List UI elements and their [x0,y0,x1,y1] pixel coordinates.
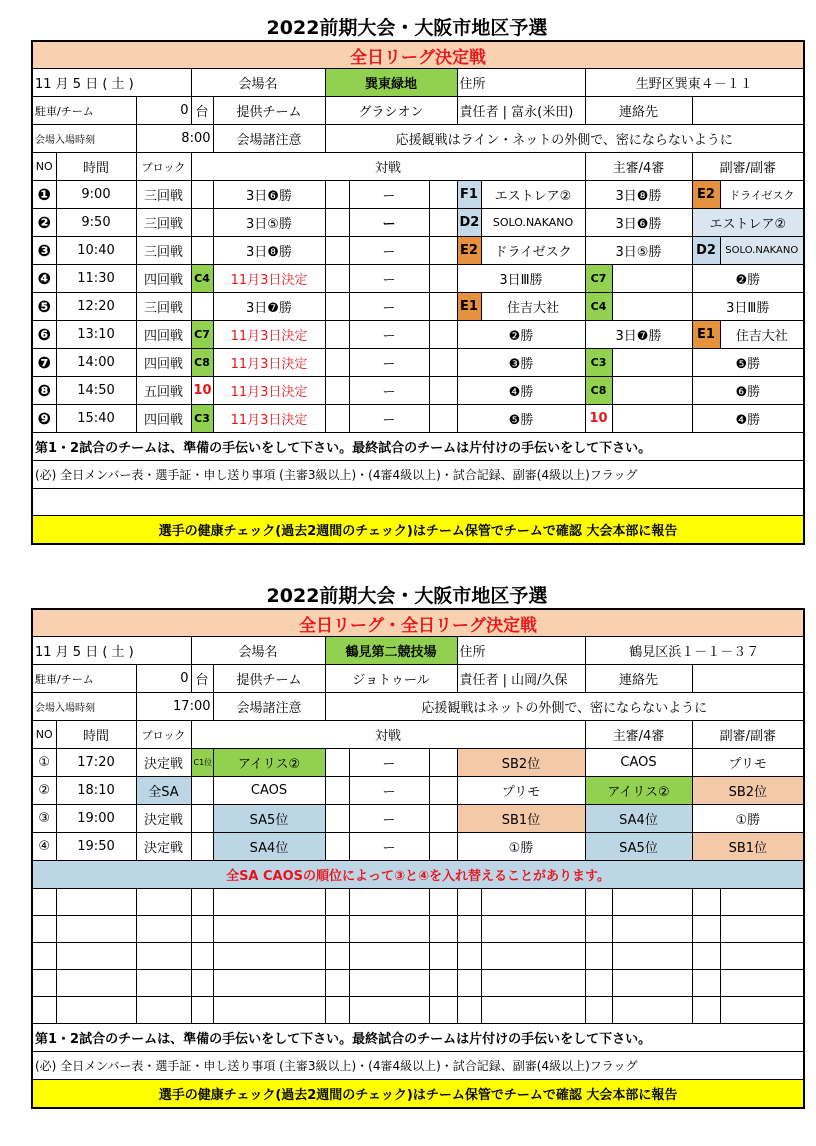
match-block: 三回戦 [136,209,191,237]
match-no: ❶ [32,181,56,209]
table-row [32,405,804,433]
team1: 3日⑤勝 [213,209,325,237]
top-address-label: 住所 [457,69,585,97]
spacer [429,265,457,293]
table-row [32,181,804,209]
team2: プリモ [457,777,585,805]
top-venue-label: 会場名 [191,69,325,97]
bottom-header-time: 時間 [56,721,136,749]
sub-referee: ドライゼスク [720,181,804,209]
match-no: ❹ [32,265,56,293]
bottom-header-sub: 副審/副審 [692,721,804,749]
referee: 3日⑤勝 [585,237,692,265]
spacer [429,749,457,777]
match-time: 14:00 [56,349,136,377]
team1-tag [191,833,213,861]
team2-tag: F1 [457,181,481,209]
referee [612,377,692,405]
match-block: 三回戦 [136,293,191,321]
team2: ❷勝 [457,321,585,349]
empty-row [32,970,804,997]
empty-row [32,889,804,916]
bottom-title: 2022前期大会・大阪市地区予選 [266,585,548,607]
sub-tag: D2 [692,237,720,265]
top-entry-time: 8:00 [136,125,213,153]
empty-row [32,997,804,1024]
team1: 3日❼勝 [213,293,325,321]
ref-tag: C7 [585,265,612,293]
team1-tag [191,777,213,805]
bottom-header-match: 対戦 [191,721,585,749]
team1: 11月3日決定 [213,405,325,433]
referee: SA4位 [585,805,692,833]
spacer [325,181,349,209]
referee: 3日❽勝 [585,181,692,209]
team1-tag [191,293,213,321]
ref-tag: C8 [585,377,612,405]
spacer [325,209,349,237]
vs: ー [349,265,429,293]
referee: アイリス② [585,777,692,805]
empty-row [32,943,804,970]
sub-tag: E2 [692,181,720,209]
team1-tag: C3 [191,405,213,433]
top-venue: 巽東緑地 [325,69,457,97]
spacer [325,349,349,377]
referee: 3日❼勝 [585,321,692,349]
spacer [325,321,349,349]
vs: ー [349,405,429,433]
spacer [429,833,457,861]
match-time: 9:00 [56,181,136,209]
bottom-header-no: NO [32,721,56,749]
bottom-provider: ジョトゥール [325,665,457,693]
spacer [429,805,457,833]
team2: ①勝 [457,833,585,861]
top-parking-count: 0 [136,97,191,125]
referee: 3日❻勝 [585,209,692,237]
team2: ❺勝 [457,405,585,433]
sub-referee: ①勝 [692,805,804,833]
ref-tag: C3 [585,349,612,377]
top-banner: 全日リーグ決定戦 [32,41,804,69]
match-time: 17:20 [56,749,136,777]
bottom-note-prep: 第1・2試合のチームは、準備の手伝いをして下さい。最終試合のチームは片付けの手伝いをして下さい。 [32,1024,804,1052]
top-provider: グラシオン [325,97,457,125]
bottom-notice: 応援観戦はネットの外側で、密にならないように [325,693,804,721]
referee [612,349,692,377]
team1: 3日❽勝 [213,237,325,265]
top-address: 生野区巽東４－１１ [585,69,804,97]
bottom-venue-label: 会場名 [191,637,325,665]
match-block: 四回戦 [136,265,191,293]
top-schedule-table [31,40,805,545]
table-row [32,805,804,833]
sub-referee: ❷勝 [692,265,804,293]
match-no: ❻ [32,321,56,349]
bottom-entry-label: 会場入場時刻 [32,693,136,721]
team1-tag [191,237,213,265]
bottom-venue: 鶴見第二競技場 [325,637,457,665]
match-block: 四回戦 [136,349,191,377]
match-no: ❾ [32,405,56,433]
sub-referee: エストレア② [692,209,804,237]
vs: ー [349,237,429,265]
match-no: ❷ [32,209,56,237]
table-row [32,349,804,377]
team1-tag [191,805,213,833]
match-no: ❸ [32,237,56,265]
bottom-address-label: 住所 [457,637,585,665]
top-contact-value [692,97,804,125]
top-footer: 選手の健康チェック(過去2週間のチェック)はチーム保管でチームで確認 大会本部に報告 [32,516,804,545]
bottom-provider-label: 提供チーム [213,665,325,693]
match-block: 決定戦 [136,805,191,833]
bottom-entry-time: 17:00 [136,693,213,721]
sub-referee: SB1位 [692,833,804,861]
spacer [429,181,457,209]
team2: 3日Ⅲ勝 [457,265,585,293]
referee [612,265,692,293]
top-entry-label: 会場入場時刻 [32,125,136,153]
match-block: 四回戦 [136,321,191,349]
team1-tag: C4 [191,265,213,293]
match-block: 四回戦 [136,405,191,433]
match-block: 決定戦 [136,749,191,777]
bottom-banner: 全日リーグ・全日リーグ決定戦 [32,609,804,637]
bottom-header-block: ブロック [136,721,191,749]
sub-referee: ❹勝 [692,405,804,433]
table-row [32,209,804,237]
team1-tag [191,181,213,209]
top-manager-pair: 責任者 | 富永(米田) [457,97,585,125]
spacer [429,377,457,405]
vs: ー [349,749,429,777]
team2-tag: E1 [457,293,481,321]
sub-referee: SOLO.NAKANO [720,237,804,265]
team1-tag: C8 [191,349,213,377]
team2-tag: E2 [457,237,481,265]
bottom-notice-label: 会場諸注意 [213,693,325,721]
match-time: 18:10 [56,777,136,805]
top-header-block: ブロック [136,153,191,181]
top-header-time: 時間 [56,153,136,181]
spacer [429,237,457,265]
ref-tag: C4 [585,293,612,321]
match-time: 15:40 [56,405,136,433]
sub-referee: SB2位 [692,777,804,805]
match-no: ① [32,749,56,777]
team1: アイリス② [213,749,325,777]
team1: 11月3日決定 [213,377,325,405]
top-note-required: (必) 全日メンバー表・選手証・申し送り事項 (主審3級以上)・(4審4級以上)・試合記録、副審(4級以上)フラッグ [32,461,804,489]
match-time: 19:50 [56,833,136,861]
sub-referee: プリモ [692,749,804,777]
spacer [429,349,457,377]
team2: ❹勝 [457,377,585,405]
referee: SA5位 [585,833,692,861]
referee [612,293,692,321]
bottom-header-referee: 主審/4審 [585,721,692,749]
spacer [325,805,349,833]
table-row [32,777,804,805]
spacer [325,777,349,805]
bottom-footer: 選手の健康チェック(過去2週間のチェック)はチーム保管でチームで確認 大会本部に報告 [32,1080,804,1109]
top-header-sub: 副審/副審 [692,153,804,181]
bottom-schedule-table [31,608,805,1109]
top-date: 11 月 5 日 ( 土 ) [32,69,191,97]
vs: ー [349,833,429,861]
swap-note: 全SA CAOSの順位によって③と④を入れ替えることがあります。 [32,861,804,889]
bottom-parking-count: 0 [136,665,191,693]
vs: ー [349,777,429,805]
match-time: 12:20 [56,293,136,321]
spacer [325,237,349,265]
referee [612,405,692,433]
bottom-contact-value [692,665,804,693]
bottom-date: 11 月 5 日 ( 土 ) [32,637,191,665]
bottom-address: 鶴見区浜１－１－３７ [585,637,804,665]
vs: ー [349,181,429,209]
spacer [325,293,349,321]
bottom-manager: 山岡/久保 [511,673,568,688]
bottom-manager-label: 責任者 [459,673,499,688]
match-block: 決定戦 [136,833,191,861]
match-block: 三回戦 [136,181,191,209]
vs: ー [349,321,429,349]
top-contact-label: 連絡先 [585,97,692,125]
match-no: ④ [32,833,56,861]
spacer [429,777,457,805]
team2: ❸勝 [457,349,585,377]
bottom-manager-pair: 責任者 | 山岡/久保 [457,665,585,693]
table-row [32,265,804,293]
match-block: 全SA [136,777,191,805]
referee: CAOS [585,749,692,777]
top-manager-label: 責任者 [459,105,499,120]
match-time: 11:30 [56,265,136,293]
sub-referee: ❺勝 [692,349,804,377]
top-notice: 応援観戦はライン・ネットの外側で、密にならないように [325,125,804,153]
top-title: 2022前期大会・大阪市地区予選 [266,17,548,39]
bottom-parking-label: 駐車/チーム [32,665,136,693]
match-no: ❽ [32,377,56,405]
top-header-match: 対戦 [191,153,585,181]
spacer [325,405,349,433]
empty-row [32,916,804,943]
match-time: 9:50 [56,209,136,237]
bottom-schedule-sheet [31,584,783,1109]
bottom-parking-unit: 台 [191,665,213,693]
spacer [429,293,457,321]
table-row [32,321,804,349]
top-blank-row [32,489,804,516]
top-provider-label: 提供チーム [213,97,325,125]
top-note-prep: 第1・2試合のチームは、準備の手伝いをして下さい。最終試合のチームは片付けの手伝いをして下さい。 [32,433,804,461]
vs: ー [349,349,429,377]
vs: ー [349,209,429,237]
spacer [429,405,457,433]
top-parking-label: 駐車/チーム [32,97,136,125]
top-header-referee: 主審/4審 [585,153,692,181]
sub-referee: 住吉大社 [720,321,804,349]
spacer [325,377,349,405]
team1: SA5位 [213,805,325,833]
table-row [32,377,804,405]
team1: 11月3日決定 [213,265,325,293]
match-block: 五回戦 [136,377,191,405]
spacer [325,749,349,777]
table-row [32,749,804,777]
spacer [325,833,349,861]
top-header-no: NO [32,153,56,181]
table-row [32,293,804,321]
match-no: ③ [32,805,56,833]
bottom-note-required: (必) 全日メンバー表・選手証・申し送り事項 (主審3級以上)・(4審4級以上)・試合記録、副審(4級以上)フラッグ [32,1052,804,1080]
sub-referee: 3日Ⅲ勝 [692,293,804,321]
team2-tag: D2 [457,209,481,237]
table-row [32,237,804,265]
spacer [429,209,457,237]
vs: ー [349,293,429,321]
team2: 住吉大社 [481,293,585,321]
match-time: 19:00 [56,805,136,833]
team1: 3日❻勝 [213,181,325,209]
team1: SA4位 [213,833,325,861]
top-schedule-sheet [31,16,799,545]
sub-referee: ❻勝 [692,377,804,405]
team1-tag [191,209,213,237]
match-no: ❺ [32,293,56,321]
vs: ー [349,377,429,405]
team1: 11月3日決定 [213,349,325,377]
team1-tag: C7 [191,321,213,349]
team1-tag: C1位 [191,749,213,777]
team1: 11月3日決定 [213,321,325,349]
match-time: 14:50 [56,377,136,405]
vs: ー [349,805,429,833]
team1: CAOS [213,777,325,805]
bottom-contact-label: 連絡先 [585,665,692,693]
team2: SOLO.NAKANO [481,209,585,237]
top-parking-unit: 台 [191,97,213,125]
team2: SB1位 [457,805,585,833]
top-manager: 富永(米田) [511,105,574,120]
team1-tag: 10 [191,377,213,405]
ref-tag: 10 [585,405,612,433]
team2: ドライゼスク [481,237,585,265]
sub-tag: E1 [692,321,720,349]
match-no: ② [32,777,56,805]
spacer [325,265,349,293]
table-row [32,833,804,861]
team2: SB2位 [457,749,585,777]
team2: エストレア② [481,181,585,209]
match-time: 13:10 [56,321,136,349]
top-notice-label: 会場諸注意 [213,125,325,153]
spacer [429,321,457,349]
match-time: 10:40 [56,237,136,265]
match-block: 三回戦 [136,237,191,265]
match-no: ❼ [32,349,56,377]
